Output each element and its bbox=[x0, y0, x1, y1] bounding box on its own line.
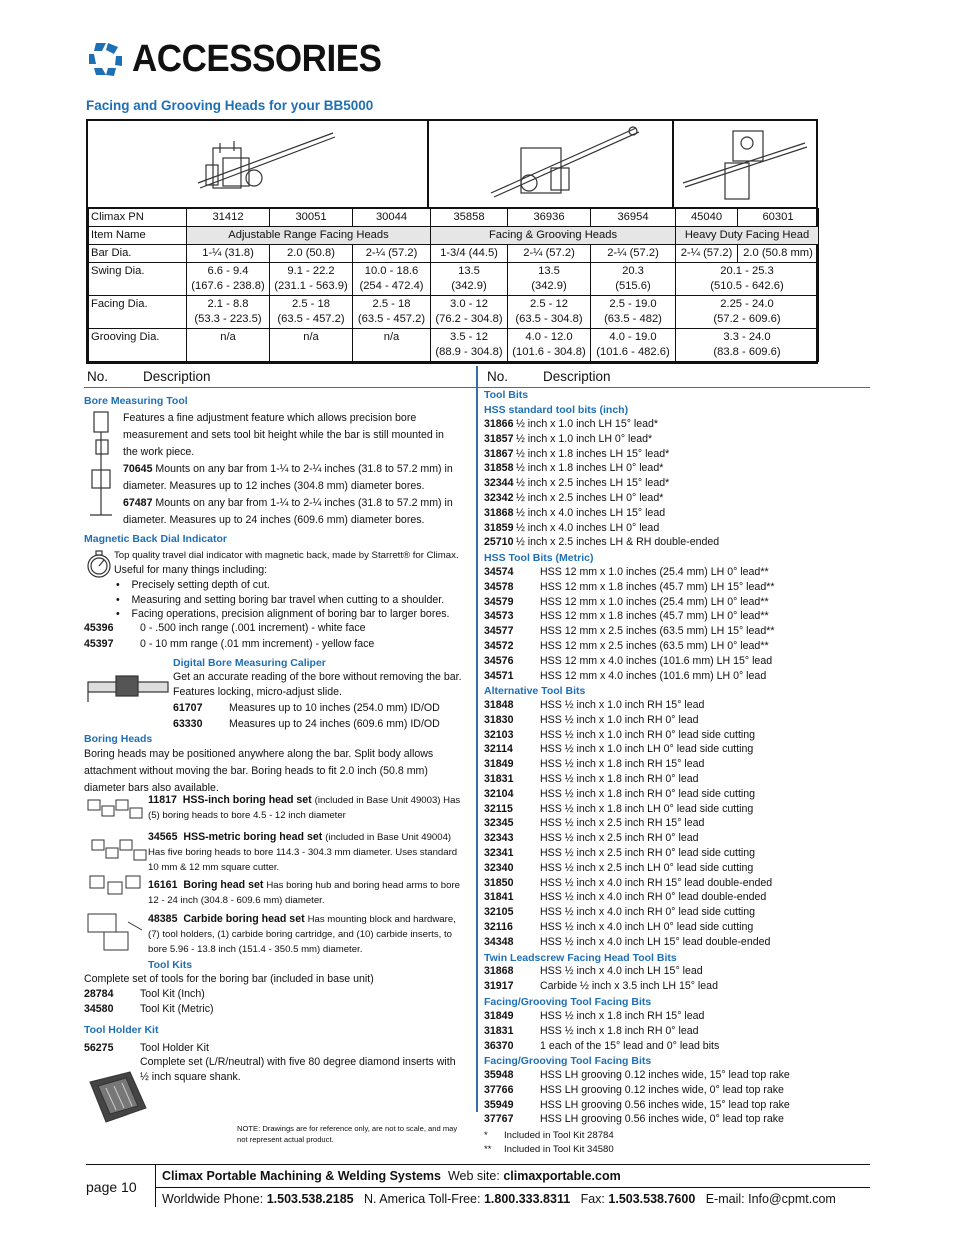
list-item: 32344 ½ inch x 2.5 inches LH 15° lead* bbox=[484, 477, 670, 490]
list-item: 35948 HSS LH grooving 0.12 inches wide, 15° lead top rake bbox=[484, 1069, 790, 1081]
row-label: Facing Dia. bbox=[89, 296, 187, 329]
footer-line-1: Climax Portable Machining & Welding Systems Web site: climaxportable.com bbox=[162, 1169, 621, 1183]
list-item: 32340 HSS ½ inch x 2.5 inch LH 0° lead side cutting bbox=[484, 861, 754, 874]
list-item: 31857 ½ inch x 1.0 inch LH 0° lead* bbox=[484, 432, 653, 445]
list-item: 31868 ½ inch x 4.0 inches LH 15° lead bbox=[484, 506, 666, 519]
cell: 3.3 - 24.0 (83.8 - 609.6) bbox=[676, 329, 819, 362]
list-item: 31848 HSS ½ inch x 1.0 inch RH 15° lead bbox=[484, 699, 705, 711]
email-link[interactable]: Info@cpmt.com bbox=[748, 1192, 836, 1206]
list-item: 32104 HSS ½ inch x 1.8 inch RH 0° lead side cutting bbox=[484, 787, 756, 800]
column-divider bbox=[476, 366, 478, 1112]
col-desc-left: Description bbox=[143, 369, 211, 384]
footnote-2: ** Included in Tool Kit 34580 bbox=[484, 1144, 614, 1155]
row-grooving-dia bbox=[89, 329, 819, 362]
adjustable-facing-head-image bbox=[88, 121, 429, 207]
tool-bits-title: Tool Bits bbox=[484, 389, 529, 401]
list-item: 31858 ½ inch x 1.8 inches LH 0° lead* bbox=[484, 462, 664, 475]
row-label: Item Name bbox=[89, 227, 187, 245]
list-item: 31849 HSS ½ inch x 1.8 inch RH 15° lead bbox=[484, 758, 705, 771]
cell: 2-¼ (57.2) bbox=[353, 245, 431, 263]
group-cell: Adjustable Range Facing Heads bbox=[187, 227, 431, 245]
hss-title: HSS standard tool bits (inch) bbox=[484, 404, 629, 416]
list-item: 37767 HSS LH grooving 0.56 inches wide, 0° lead top rake bbox=[484, 1113, 784, 1126]
list-item: 34580 Tool Kit (Metric) bbox=[84, 1003, 214, 1015]
cell: n/a bbox=[353, 329, 431, 362]
cell: 9.1 - 22.2 (231.1 - 563.9) bbox=[270, 263, 353, 296]
list-item: 31841 HSS ½ inch x 4.0 inch RH 0° lead double-ended bbox=[484, 891, 767, 904]
cell: 2.1 - 8.8 (53.3 - 223.5) bbox=[187, 296, 270, 329]
mag-text: Top quality travel dial indicator with magnetic back, made by Starrett® for Climax. Useful for many things including: bbox=[114, 550, 459, 576]
cell: 35858 bbox=[431, 209, 508, 227]
climax-logo-icon bbox=[86, 40, 124, 78]
carbide-boring-head-icon bbox=[84, 910, 146, 954]
cell: 2.25 - 24.0 (57.2 - 609.6) bbox=[676, 296, 819, 329]
cell: 2.5 - 19.0 (63.5 - 482) bbox=[591, 296, 676, 329]
list-item: 32116 HSS ½ inch x 4.0 inch LH 0° lead side cutting bbox=[484, 921, 754, 933]
cell: 13.5 (342.9) bbox=[431, 263, 508, 296]
cell: 45040 bbox=[676, 209, 738, 227]
row-item-name bbox=[89, 227, 819, 245]
boring-head-1: 11817 HSS-inch boring head set (included in Base Unit 49003) Has (5) boring heads to bore 4.5 - 12 inch diameter bbox=[148, 794, 461, 821]
boring-head-set-icon bbox=[86, 796, 146, 826]
list-item: 31831 HSS ½ inch x 1.8 inch RH 0° lead bbox=[484, 773, 699, 785]
list-item: 31850 HSS ½ inch x 4.0 inch RH 15° lead double-ended bbox=[484, 876, 773, 889]
heavy-duty-drawing-icon bbox=[675, 123, 815, 205]
metric-boring-head-icon bbox=[90, 834, 148, 870]
list-item: 32341 HSS ½ inch x 2.5 inch RH 0° lead side cutting bbox=[484, 847, 756, 859]
section-subtitle: Facing and Grooving Heads for your BB5000 bbox=[86, 98, 374, 113]
cell: 2.5 - 18 (63.5 - 457.2) bbox=[353, 296, 431, 329]
cell: 30044 bbox=[353, 209, 431, 227]
list-item: 45397 0 - 10 mm range (.01 mm increment) - yellow face bbox=[84, 638, 375, 650]
spec-table bbox=[86, 119, 818, 364]
cell: 60301 bbox=[738, 209, 819, 227]
row-label: Climax PN bbox=[89, 209, 187, 227]
group-cell: Facing & Grooving Heads bbox=[431, 227, 676, 245]
row-label: Swing Dia. bbox=[89, 263, 187, 296]
cell: 30051 bbox=[270, 209, 353, 227]
cell: 31412 bbox=[187, 209, 270, 227]
cell: 2.5 - 18 (63.5 - 457.2) bbox=[270, 296, 353, 329]
list-item: 32345 HSS ½ inch x 2.5 inch RH 15° lead bbox=[484, 817, 705, 830]
row-bar-dia bbox=[89, 245, 819, 263]
list-item: 34573 HSS 12 mm x 1.8 inches (45.7 mm) LH 0° lead** bbox=[484, 610, 769, 623]
tool-kits-text: Complete set of tools for the boring bar (included in base unit) bbox=[84, 973, 374, 985]
list-item: 31830 HSS ½ inch x 1.0 inch RH 0° lead bbox=[484, 713, 699, 726]
cell: 20.3 (515.6) bbox=[591, 263, 676, 296]
group-cell: Heavy Duty Facing Head bbox=[676, 227, 819, 245]
cell: 4.0 - 19.0 (101.6 - 482.6) bbox=[591, 329, 676, 362]
alt-title: Alternative Tool Bits bbox=[484, 685, 586, 697]
list-item: 34577 HSS 12 mm x 2.5 inches (63.5 mm) LH 15° lead** bbox=[484, 625, 775, 638]
cell: 2-¼ (57.2) bbox=[676, 245, 738, 263]
drawing-note: NOTE: Drawings are for reference only, are not to scale, and may not represent actual product. bbox=[237, 1124, 458, 1144]
footer-line-2: Worldwide Phone: 1.503.538.2185 N. America Toll-Free: 1.800.333.8311 Fax: 1.503.538.7600 E-mail: Info@cpmt.com bbox=[162, 1192, 836, 1206]
cell: 10.0 - 18.6 (254 - 472.4) bbox=[353, 263, 431, 296]
list-item: 32343 HSS ½ inch x 2.5 inch RH 0° lead bbox=[484, 832, 699, 845]
list-item: 31849 HSS ½ inch x 1.8 inch RH 15° lead bbox=[484, 1010, 705, 1022]
caliper-icon bbox=[86, 672, 170, 704]
list-item: 32103 HSS ½ inch x 1.0 inch RH 0° lead side cutting bbox=[484, 728, 756, 741]
cell: 2-¼ (57.2) bbox=[591, 245, 676, 263]
cell: 13.5 (342.9) bbox=[508, 263, 591, 296]
caliper-text: Get an accurate reading of the bore without removing the bar. Features locking, micro-adjust slide. bbox=[173, 671, 462, 698]
bore-item-b: 67487 Mounts on any bar from 1-¼ to 2-¼ inches (31.8 to 57.2 mm) in diameter. Measures up to 24 inches (609.6 mm) diameter bores. bbox=[123, 497, 453, 526]
bore-title: Bore Measuring Tool bbox=[84, 395, 188, 407]
mag-title: Magnetic Back Dial Indicator bbox=[84, 533, 227, 545]
cell: n/a bbox=[187, 329, 270, 362]
boring-heads-text: Boring heads may be positioned anywhere along the bar. Split body allows attachment without moving the bar. Boring heads to fit 2.0 inch (50.8 mm) diameter bars also available. bbox=[84, 748, 434, 794]
cell: 3.5 - 12 (88.9 - 304.8) bbox=[431, 329, 508, 362]
metric-title: HSS Tool Bits (Metric) bbox=[484, 552, 594, 564]
cell: 1-3/4 (44.5) bbox=[431, 245, 508, 263]
boring-head-2: 34565 HSS-metric boring head set (included in Base Unit 49004) Has five boring heads to bore 114.3 - 304.3 mm diameter. Uses standard 10 mm & 12 mm square cutter. bbox=[148, 831, 458, 873]
list-item: 32342 ½ inch x 2.5 inches LH 0° lead* bbox=[484, 492, 664, 504]
footnote-1: * Included in Tool Kit 28784 bbox=[484, 1130, 614, 1141]
list-item: 34574 HSS 12 mm x 1.0 inches (25.4 mm) LH 0° lead** bbox=[484, 566, 769, 578]
dial-indicator-icon bbox=[86, 550, 112, 580]
cell: 36954 bbox=[591, 209, 676, 227]
cell: 6.6 - 9.4 (167.6 - 238.8) bbox=[187, 263, 270, 296]
list-item: 34578 HSS 12 mm x 1.8 inches (45.7 mm) LH 15° lead** bbox=[484, 580, 775, 593]
row-climax-pn bbox=[89, 209, 819, 227]
grooving-head-drawing-icon bbox=[451, 123, 651, 205]
list-item: 34576 HSS 12 mm x 4.0 inches (101.6 mm) LH 15° lead bbox=[484, 654, 773, 667]
list-item: 34572 HSS 12 mm x 2.5 inches (63.5 mm) LH 0° lead** bbox=[484, 640, 769, 652]
list-item: 35949 HSS LH grooving 0.56 inches wide, 15° lead top rake bbox=[484, 1098, 790, 1111]
cell: 2.0 (50.8) bbox=[270, 245, 353, 263]
list-item: 31867 ½ inch x 1.8 inches LH 15° lead* bbox=[484, 447, 670, 460]
tool-holder-case-icon bbox=[86, 1068, 150, 1126]
facing-grooving-head-image bbox=[429, 121, 674, 207]
list-item: 32115 HSS ½ inch x 1.8 inch LH 0° lead side cutting bbox=[484, 802, 754, 815]
boring-head-4: 48385 Carbide boring head set Has mounting block and hardware, (7) tool holders, (1) carbide boring cartridge, and (10) carbide inserts, to bore 5.96 - 13.8 inch (151.4 - 350.5 mm) diameter. bbox=[148, 913, 456, 955]
col-no-right: No. bbox=[487, 369, 509, 384]
row-label: Grooving Dia. bbox=[89, 329, 187, 362]
bore-item-a: 70645 Mounts on any bar from 1-¼ to 2-¼ inches (31.8 to 57.2 mm) in diameter. Measures up to 12 inches (304.8 mm) diameter bores. bbox=[123, 463, 453, 492]
cell: 4.0 - 12.0 (101.6 - 304.8) bbox=[508, 329, 591, 362]
boring-hub-icon bbox=[86, 872, 146, 902]
list-item: 31859 ½ inch x 4.0 inches LH 0° lead bbox=[484, 521, 660, 534]
list-item: 31866 ½ inch x 1.0 inch LH 15° lead* bbox=[484, 418, 659, 430]
list-item: 36370 1 each of the 15° lead and 0° lead bits bbox=[484, 1039, 720, 1052]
bore-tool-icon bbox=[86, 410, 118, 520]
row-swing-dia bbox=[89, 263, 819, 296]
list-item: 37766 HSS LH grooving 0.12 inches wide, 0° lead top rake bbox=[484, 1083, 784, 1096]
bore-text: Features a fine adjustment feature which allows precision bore measurement and sets tool bit height while the bar is still mounted in the work piece. bbox=[123, 412, 444, 458]
list-item: 63330 Measures up to 24 inches (609.6 mm) ID/OD bbox=[173, 718, 440, 730]
row-label: Bar Dia. bbox=[89, 245, 187, 263]
list-item: 32114 HSS ½ inch x 1.0 inch LH 0° lead side cutting bbox=[484, 743, 754, 756]
tool-kits-title: Tool Kits bbox=[148, 959, 193, 971]
page-title: ACCESSORIES bbox=[132, 38, 382, 80]
list-item: 34348 HSS ½ inch x 4.0 inch LH 15° lead double-ended bbox=[484, 935, 771, 948]
list-item: 25710 ½ inch x 2.5 inches LH & RH double-ended bbox=[484, 536, 720, 549]
list-item: 31868 HSS ½ inch x 4.0 inch LH 15° lead bbox=[484, 965, 703, 977]
heavy-duty-facing-head-image bbox=[674, 121, 816, 207]
cell: 2.5 - 12 (63.5 - 304.8) bbox=[508, 296, 591, 329]
cell: 1-¼ (31.8) bbox=[187, 245, 270, 263]
cell: 3.0 - 12 (76.2 - 304.8) bbox=[431, 296, 508, 329]
cell: 2.0 (50.8 mm) bbox=[738, 245, 819, 263]
list-item: 28784 Tool Kit (Inch) bbox=[84, 988, 205, 1000]
twin-title: Twin Leadscrew Facing Head Tool Bits bbox=[484, 952, 677, 964]
facing-head-drawing-icon bbox=[158, 123, 358, 205]
cell: 2-¼ (57.2) bbox=[508, 245, 591, 263]
cell: 36936 bbox=[508, 209, 591, 227]
list-item: 34579 HSS 12 mm x 1.0 inches (25.4 mm) LH 0° lead** bbox=[484, 595, 769, 608]
fg1-title: Facing/Grooving Tool Facing Bits bbox=[484, 996, 652, 1008]
row-facing-dia bbox=[89, 296, 819, 329]
fg2-title: Facing/Grooving Tool Facing Bits bbox=[484, 1055, 652, 1067]
mag-bullets: • Precisely setting depth of cut. • Measuring and setting boring bar travel when cutting to a shoulder. • Facing operations, precision alignment of boring bar to larger bores. bbox=[116, 579, 450, 621]
list-item: 31917 Carbide ½ inch x 3.5 inch LH 15° lead bbox=[484, 979, 718, 992]
list-item: 31831 HSS ½ inch x 1.8 inch RH 0° lead bbox=[484, 1024, 699, 1037]
boring-heads-title: Boring Heads bbox=[84, 733, 153, 745]
boring-head-3: 16161 Boring head set Has boring hub and boring head arms to bore 12 - 24 inch (304.8 - 609.6 mm) diameter. bbox=[148, 879, 460, 906]
caliper-title: Digital Bore Measuring Caliper bbox=[173, 657, 326, 669]
page-footer bbox=[86, 1164, 870, 1206]
tool-holder-item: 56275 Tool Holder Kit bbox=[84, 1042, 209, 1054]
list-item: 32105 HSS ½ inch x 4.0 inch RH 0° lead side cutting bbox=[484, 906, 756, 919]
list-item: 61707 Measures up to 10 inches (254.0 mm) ID/OD bbox=[173, 702, 440, 714]
website-link[interactable]: climaxportable.com bbox=[503, 1169, 621, 1183]
col-no-left: No. bbox=[87, 369, 109, 384]
list-item: 45396 0 - .500 inch range (.001 increment) - white face bbox=[84, 622, 366, 634]
cell: n/a bbox=[270, 329, 353, 362]
page-header bbox=[86, 36, 403, 82]
page-number: page 10 bbox=[86, 1179, 137, 1195]
tool-holder-text: Complete set (L/R/neutral) with five 80 degree diamond inserts with ½ inch square shank. bbox=[140, 1056, 456, 1083]
product-images bbox=[88, 121, 816, 208]
tool-holder-title: Tool Holder Kit bbox=[84, 1024, 159, 1036]
list-item: 34571 HSS 12 mm x 4.0 inches (101.6 mm) LH 0° lead bbox=[484, 669, 767, 682]
cell: 20.1 - 25.3 (510.5 - 642.6) bbox=[676, 263, 819, 296]
spec-grid bbox=[88, 208, 819, 362]
col-desc-right: Description bbox=[543, 369, 611, 384]
